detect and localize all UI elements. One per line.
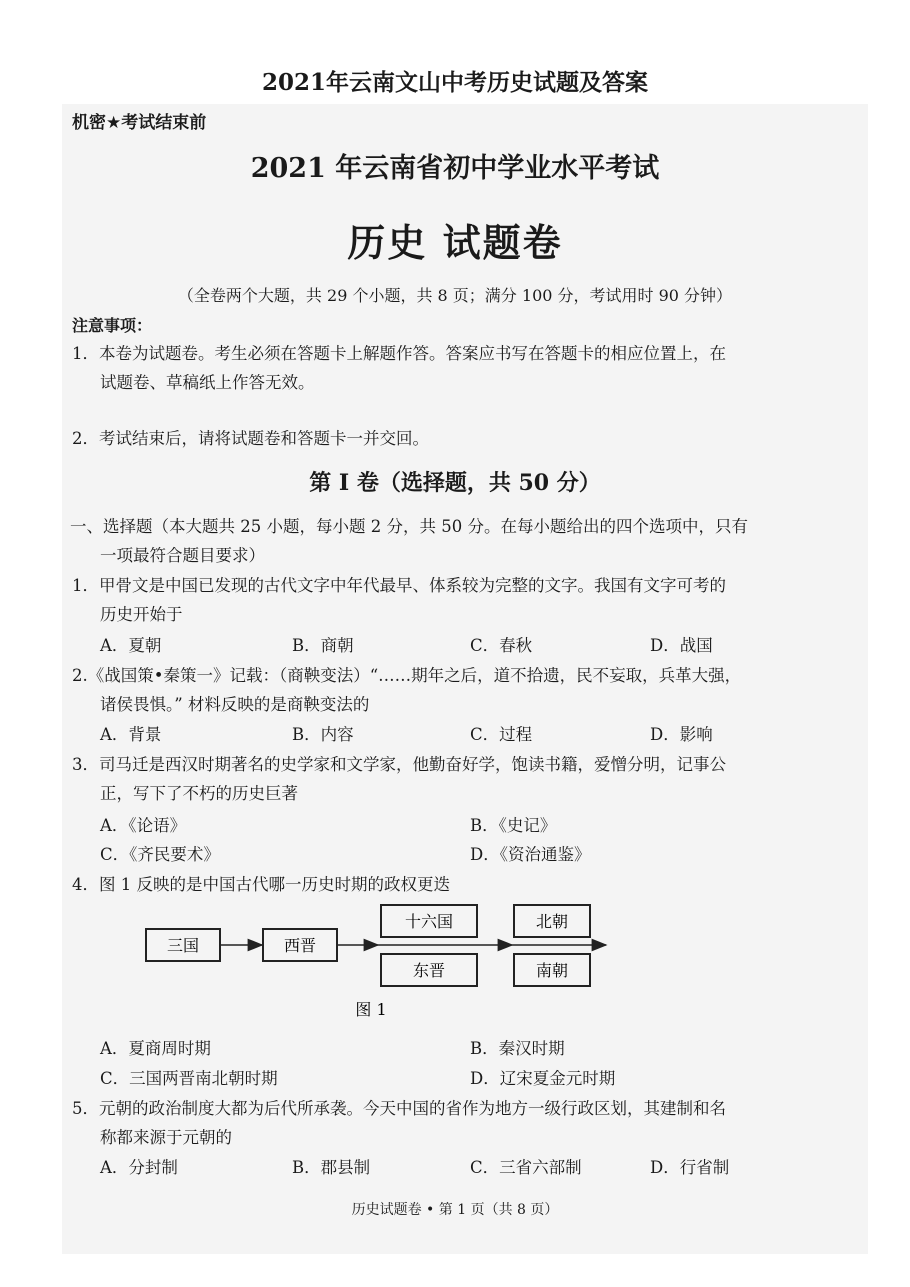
question-4-option-b: B．秦汉时期 (470, 1039, 565, 1058)
question-5-stem-line-2: 称都来源于元朝的 (100, 1128, 232, 1147)
paper-title: 历史 试题卷 (347, 220, 563, 265)
question-1-stem-line-2: 历史开始于 (100, 605, 183, 624)
question-2-option-a: A．背景 (100, 725, 162, 744)
note-1-line-1: 1．本卷为试题卷。考生必须在答题卡上解题作答。答案应书写在答题卡的相应位置上，在 (72, 344, 726, 363)
question-4-option-d: D．辽宋夏金元时期 (470, 1069, 616, 1088)
paper-info: （全卷两个大题，共 29 个小题，共 8 页；满分 100 分，考试用时 90 分钟） (177, 286, 733, 305)
question-1-option-a: A．夏朝 (100, 636, 162, 655)
question-2-option-d: D．影响 (650, 725, 713, 744)
question-1-option-c: C．春秋 (470, 636, 533, 655)
question-4-option-a: A．夏商周时期 (100, 1039, 211, 1058)
box-southern-dynasties-label: 南朝 (535, 961, 569, 980)
question-5-stem-line-1: 5．元朝的政治制度大都为后代所承袭。今天中国的省作为地方一级行政区划，其建制和名 (72, 1099, 726, 1118)
notes-heading: 注意事项： (72, 316, 153, 335)
document-title: 2021年云南文山中考历史试题及答案 (261, 69, 648, 96)
question-1-stem-line-1: 1．甲骨文是中国已发现的古代文字中年代最早、体系较为完整的文字。我国有文字可考的 (72, 576, 726, 595)
question-2-stem-line-2: 诸侯畏惧。” 材料反映的是商鞅变法的 (100, 695, 370, 714)
part-one-line-2: 一项最符合题目要求） (100, 546, 265, 565)
box-western-jin-label: 西晋 (283, 936, 317, 955)
box-sixteen-kingdoms-label: 十六国 (404, 912, 454, 931)
question-3-option-a: A．《论语》 (100, 816, 187, 835)
part-one-line-1: 一、选择题（本大题共 25 小题，每小题 2 分，共 50 分。在每小题给出的四个选项中，只有 (70, 517, 748, 536)
question-3-option-c: C．《齐民要术》 (100, 845, 220, 864)
question-3-stem-line-2: 正，写下了不朽的历史巨著 (100, 784, 298, 803)
question-3-stem-line-1: 3．司马迁是西汉时期著名的史学家和文学家，他勤奋好学，饱读书籍，爱憎分明，记事公 (72, 755, 726, 774)
question-5-option-c: C．三省六部制 (470, 1158, 582, 1177)
note-2-line-1: 2．考试结束后，请将试题卷和答题卡一并交回。 (72, 429, 429, 448)
question-5-option-d: D．行省制 (650, 1158, 730, 1177)
question-3-option-d: D．《资治通鉴》 (470, 845, 591, 864)
section-title: 第 I 卷（选择题，共 50 分） (309, 470, 601, 496)
question-2-option-b: B．内容 (292, 725, 354, 744)
question-2-stem-line-1: 2.《战国策•秦策一》记载：（商鞅变法）“……期年之后，道不拾遗，民不妄取，兵革大强， (72, 666, 742, 685)
note-1-line-2: 试题卷、草稿纸上作答无效。 (100, 373, 315, 392)
box-northern-dynasties-label: 北朝 (535, 912, 569, 931)
page-footer: 历史试题卷 • 第 1 页（共 8 页） (351, 1202, 559, 1218)
question-4-stem: 4．图 1 反映的是中国古代哪一历史时期的政权更迭 (72, 875, 450, 894)
exam-title: 2021 年云南省初中学业水平考试 (250, 153, 660, 184)
secret-mark: 机密★考试结束前 (72, 113, 207, 133)
box-eastern-jin-label: 东晋 (412, 961, 446, 980)
question-1-option-b: B．商朝 (292, 636, 354, 655)
figure-1-caption: 图 1 (355, 1000, 387, 1019)
box-three-kingdoms-label: 三国 (166, 936, 200, 955)
question-5-option-a: A．分封制 (100, 1158, 178, 1177)
question-3-option-b: B．《史记》 (470, 816, 557, 835)
question-4-option-c: C．三国两晋南北朝时期 (100, 1069, 278, 1088)
question-2-option-c: C．过程 (470, 725, 533, 744)
question-1-option-d: D．战国 (650, 636, 713, 655)
question-5-option-b: B．郡县制 (292, 1158, 371, 1177)
figure-1-diagram (0, 895, 910, 1025)
